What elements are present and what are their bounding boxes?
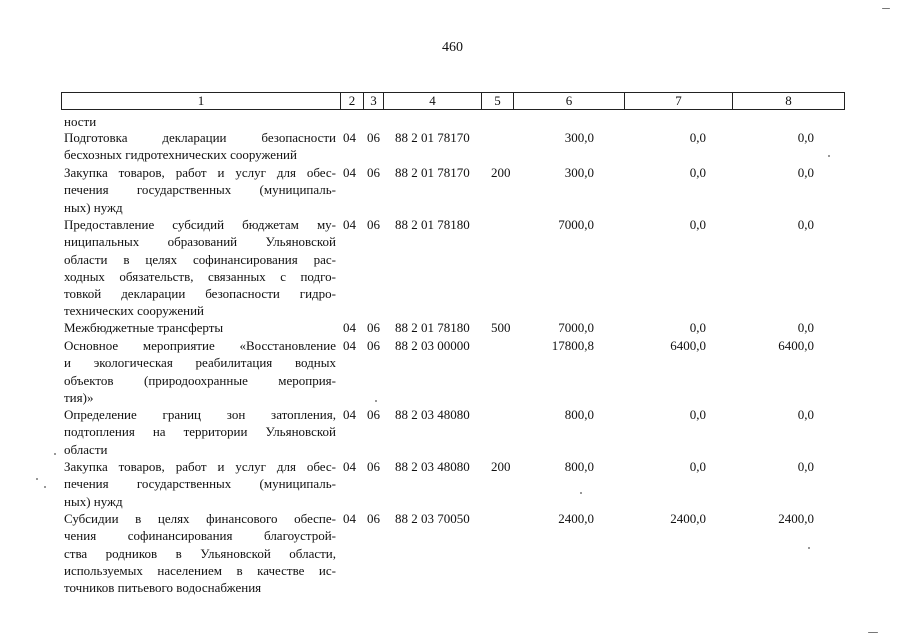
cell-col-7: 0,0	[689, 165, 706, 180]
row-name-line: Предоставление субсидий бюджетам му-	[64, 217, 336, 232]
row-name-line: области	[64, 441, 108, 457]
row-name-line: подтопления на территории Ульяновской	[64, 424, 336, 440]
scan-speck	[882, 8, 890, 9]
cell-col-7: 0,0	[689, 130, 706, 145]
cell-col-6: 2400,0	[558, 511, 594, 526]
cell-col-3: 06	[367, 511, 380, 526]
cell-col-7: 6400,0	[670, 338, 706, 353]
row-name-line: товкой декларации безопасности гидро-	[64, 286, 336, 302]
cell-col-5: 200	[491, 459, 511, 474]
row-name-line: ниципальных образований Ульяновской	[64, 234, 336, 250]
cell-col-6: 7000,0	[558, 320, 594, 335]
cell-col-4: 88 2 03 48080	[395, 407, 470, 422]
cell-col-3: 06	[367, 217, 380, 232]
cell-col-4: 88 2 03 70050	[395, 511, 470, 526]
cell-col-7: 0,0	[689, 320, 706, 335]
row-name	[64, 216, 336, 320]
column-header-4: 4	[384, 93, 482, 110]
row-name	[64, 406, 336, 458]
row-name-line: Подготовка декларации безопасности	[64, 130, 336, 145]
column-header-5: 5	[482, 93, 514, 110]
cell-col-8: 0,0	[797, 165, 814, 180]
row-name-line: ных) нужд	[64, 493, 123, 509]
column-header-row	[62, 93, 845, 110]
row-name	[64, 319, 336, 336]
row-name	[64, 129, 336, 164]
row-name-line: Закупка товаров, работ и услуг для обес-	[64, 459, 336, 474]
cell-col-6: 800,0	[564, 459, 594, 474]
cell-col-4: 88 2 01 78180	[395, 217, 470, 232]
cell-col-8: 2400,0	[778, 511, 814, 526]
cell-col-2: 04	[343, 320, 356, 335]
cell-col-2: 04	[343, 407, 356, 422]
cell-col-3: 06	[367, 320, 380, 335]
cell-col-2: 04	[343, 217, 356, 232]
row-name-line: Закупка товаров, работ и услуг для обес-	[64, 165, 336, 180]
row-name-line: бесхозных гидротехнических сооружений	[64, 147, 297, 163]
cell-col-8: 6400,0	[778, 338, 814, 353]
column-header-3: 3	[364, 93, 384, 110]
cell-col-8: 0,0	[797, 459, 814, 474]
row-name-line: тия)»	[64, 389, 94, 405]
row-name-line: Определение границ зон затопления,	[64, 407, 336, 422]
scan-speck	[868, 632, 878, 633]
scan-speck	[36, 478, 38, 480]
cell-col-6: 17800,8	[551, 338, 594, 353]
cell-col-4: 88 2 01 78180	[395, 320, 470, 335]
scan-speck	[54, 453, 56, 455]
cell-col-8: 0,0	[797, 407, 814, 422]
cell-col-4: 88 2 01 78170	[395, 165, 470, 180]
row-name-line: точников питьевого водоснабжения	[64, 580, 262, 596]
cell-col-8: 0,0	[797, 320, 814, 335]
cell-col-2: 04	[343, 338, 356, 353]
cell-col-7: 0,0	[689, 459, 706, 474]
cell-col-7: 0,0	[689, 217, 706, 232]
scan-speck	[580, 492, 582, 494]
cell-col-7: 2400,0	[670, 511, 706, 526]
cell-col-8: 0,0	[797, 130, 814, 145]
cell-col-3: 06	[367, 338, 380, 353]
scan-speck	[808, 547, 810, 549]
cell-col-6: 300,0	[564, 130, 594, 145]
row-name-line: Межбюджетные трансферты	[64, 320, 224, 335]
row-name-line: ходных обязательств, связанных с подго-	[64, 268, 336, 284]
scan-speck	[44, 486, 46, 488]
cell-col-3: 06	[367, 459, 380, 474]
cell-col-4: 88 2 03 00000	[395, 338, 470, 353]
column-header-1: 1	[62, 93, 341, 110]
cell-col-8: 0,0	[797, 217, 814, 232]
page-number: 460	[442, 40, 463, 55]
row-name-line: ных) нужд	[64, 199, 123, 215]
cell-col-7: 0,0	[689, 407, 706, 422]
row-name-line: технических сооружений	[64, 303, 204, 319]
cell-col-2: 04	[343, 130, 356, 145]
row-name	[64, 164, 336, 216]
cell-col-6: 7000,0	[558, 217, 594, 232]
cell-col-4: 88 2 03 48080	[395, 459, 470, 474]
row-name-line: печения государственных (муниципаль-	[64, 476, 336, 492]
row-name-line: Основное мероприятие «Восстановление	[64, 338, 336, 353]
cell-col-2: 04	[343, 511, 356, 526]
cell-col-5: 200	[491, 165, 511, 180]
row-name-line: чения софинансирования благоустрой-	[64, 528, 336, 544]
row-name-line: ности	[64, 114, 97, 129]
row-name	[64, 458, 336, 510]
cell-col-2: 04	[343, 165, 356, 180]
scan-speck	[375, 400, 377, 402]
row-name-line: используемых населением в качестве ис-	[64, 562, 336, 578]
column-header-table	[61, 92, 845, 110]
row-name-line: ства родников в Ульяновской области,	[64, 545, 336, 561]
cell-col-3: 06	[367, 165, 380, 180]
cell-col-3: 06	[367, 407, 380, 422]
column-header-2: 2	[341, 93, 364, 110]
row-name	[64, 113, 336, 130]
cell-col-6: 800,0	[564, 407, 594, 422]
row-name	[64, 510, 336, 596]
cell-col-2: 04	[343, 459, 356, 474]
cell-col-5: 500	[491, 320, 511, 335]
cell-col-6: 300,0	[564, 165, 594, 180]
row-name-line: Субсидии в целях финансового обеспе-	[64, 511, 336, 526]
column-header-8: 8	[733, 93, 845, 110]
row-name	[64, 337, 336, 406]
row-name-line: и экологическая реабилитация водных	[64, 355, 336, 371]
column-header-6: 6	[514, 93, 625, 110]
row-name-line: области в целях софинансирования рас-	[64, 251, 336, 267]
row-name-line: объектов (природоохранные мероприя-	[64, 372, 336, 388]
scan-speck	[828, 155, 830, 157]
column-header-7: 7	[625, 93, 733, 110]
cell-col-3: 06	[367, 130, 380, 145]
cell-col-4: 88 2 01 78170	[395, 130, 470, 145]
row-name-line: печения государственных (муниципаль-	[64, 182, 336, 198]
